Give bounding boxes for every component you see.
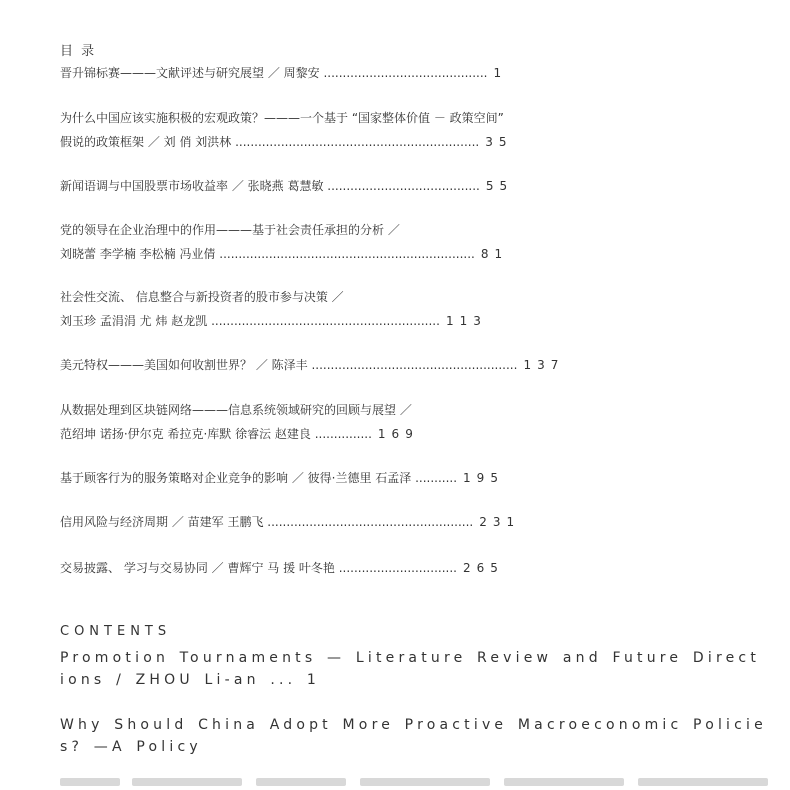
toc-entry [60,398,419,446]
entry-text-en: Why Should China Adopt More Proactive Macroeconomic Policie [60,717,767,733]
toc-entry-en [60,647,780,691]
entry-text-en: Promotion Tournaments — Literature Review and Future Direct [60,650,761,666]
entry-text: 为什么中国应该实施积极的宏观政策？———一个基于 “国家整体价值 － 政策空间” [60,111,504,125]
clipped-glyphs [638,778,768,786]
entry-page-number: 195 [463,471,504,485]
clipped-glyphs [504,778,624,786]
clipped-glyphs [256,778,346,786]
entry-page-number: 113 [445,314,487,328]
entry-page-number: 55 [485,179,514,193]
toc-entry [60,466,504,490]
entry-page-number: 265 [462,561,504,575]
entry-text: 范绍坤 诺扬·伊尔克 希拉克·库默 徐睿沄 赵建良 ............... [60,427,372,441]
toc-entry [60,174,513,198]
entry-text: 晋升锦标赛———文献评述与研究展望 ／ 周黎安 ........................................... [60,66,488,80]
entry-page-number: 169 [377,427,419,441]
clipped-glyphs [60,778,120,786]
entry-text: 基于顾客行为的服务策略对企业竞争的影响 ／ 彼得·兰德里 石孟泽 ........... [60,471,458,485]
entry-page-number: 81 [480,247,509,261]
entry-text: 美元特权———美国如何收割世界？ ／ 陈泽丰 ...................................................... [60,358,518,372]
entry-page-number: 35 [485,135,513,149]
entry-text: 交易披露、 学习与交易协同 ／ 曹辉宁 马 援 叶冬艳 ............................... [60,561,457,575]
entry-text-en: s? —A Policy [60,739,202,755]
entry-text: 信用风险与经济周期 ／ 苗建军 王鹏飞 ...................................................... [60,515,474,529]
toc-heading-en: CONTENTS [60,624,172,639]
entry-text: 刘玉珍 孟涓涓 尤 炜 赵龙凯 ............................................................ [60,314,440,328]
toc-entry [60,285,487,333]
toc-entry [60,353,564,377]
entry-text: 从数据处理到区块链网络———信息系统领域研究的回顾与展望 ／ [60,403,412,417]
entry-page-number: 231 [479,515,521,529]
toc-entry [60,556,504,580]
toc-heading-cn: 目 录 [60,44,97,59]
entry-text: 新闻语调与中国股票市场收益率 ／ 张晓燕 葛慧敏 ........................................ [60,179,480,193]
entry-page-number: 137 [523,358,565,372]
toc-entry-en [60,714,780,758]
clipped-glyphs [132,778,242,786]
toc-entry [60,61,507,85]
entry-text: 社会性交流、 信息整合与新投资者的股市参与决策 ／ [60,290,344,304]
entry-text: 假说的政策框架 ／ 刘 俏 刘洪林 ................................................................ [60,135,480,149]
entry-page-number: 1 [493,66,508,80]
clipped-text-line [60,770,780,790]
clipped-glyphs [360,778,490,786]
toc-entry [60,106,512,154]
entry-text: 党的领导在企业治理中的作用———基于社会责任承担的分析 ／ [60,223,400,237]
toc-entry [60,510,520,534]
entry-text-en: ions / ZHOU Li-an ... 1 [60,672,321,688]
entry-text: 刘晓蕾 李学楠 李松楠 冯业倩 ................................................................... [60,247,475,261]
toc-entry [60,218,508,266]
